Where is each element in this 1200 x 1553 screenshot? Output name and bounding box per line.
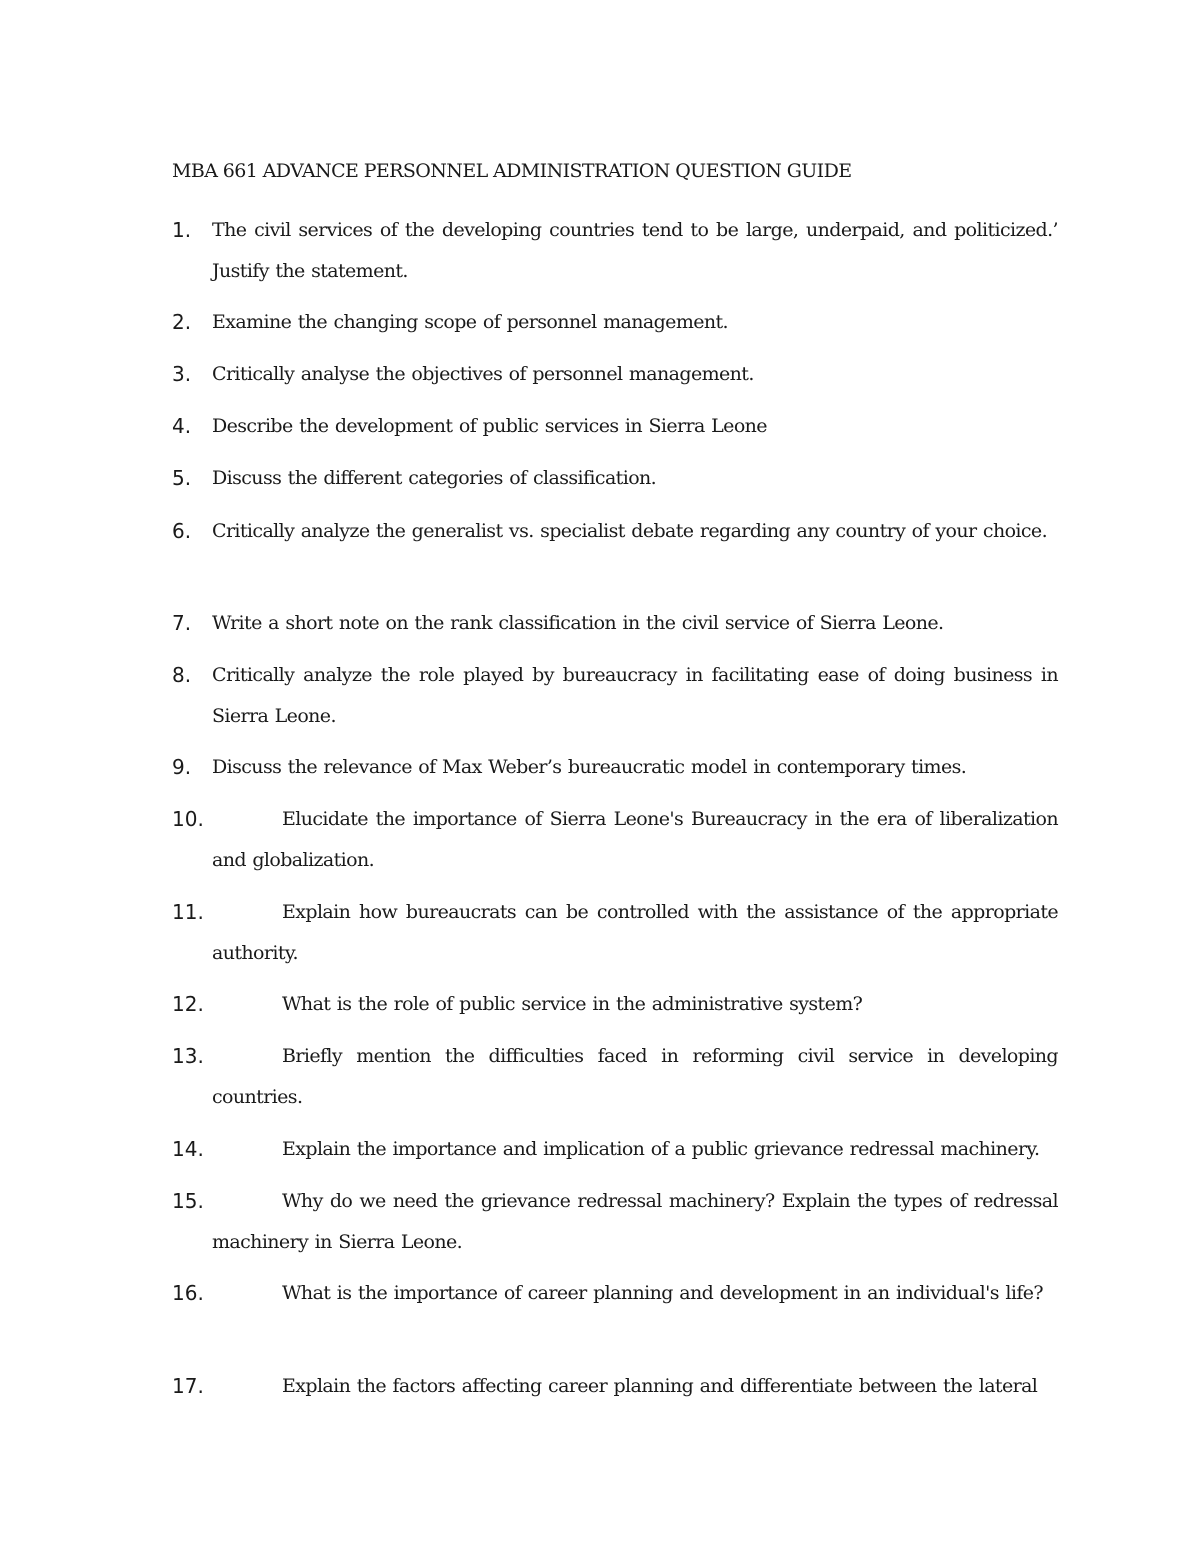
question-number: 12. (172, 992, 204, 1016)
question-text: Briefly mention the difficulties faced in reforming civil service in developing countries. (212, 1045, 1058, 1108)
question-item (172, 302, 1058, 343)
question-number: 14. (172, 1137, 204, 1161)
question-item (172, 354, 1058, 395)
question-number: 5. (172, 466, 192, 490)
document-title: MBA 661 ADVANCE PERSONNEL ADMINISTRATION QUESTION GUIDE (172, 160, 852, 182)
question-text: What is the importance of career planning and development in an individual's life? (282, 1282, 1043, 1304)
question-number: 16. (172, 1281, 204, 1305)
question-item (172, 1273, 1058, 1314)
question-number: 17. (172, 1374, 204, 1398)
question-item (172, 799, 1058, 881)
question-number: 1. (172, 218, 192, 242)
question-text: Write a short note on the rank classification in the civil service of Sierra Leone. (212, 612, 944, 634)
question-item (172, 655, 1058, 737)
question-text: The civil services of the developing countries tend to be large, underpaid, and politicized.’ Justify the statement. (212, 219, 1058, 282)
question-item (172, 1366, 1058, 1407)
question-item (172, 892, 1058, 974)
question-text: Examine the changing scope of personnel management. (212, 311, 728, 333)
question-item (172, 458, 1058, 499)
question-number: 3. (172, 362, 192, 386)
question-number: 9. (172, 755, 192, 779)
question-number: 4. (172, 414, 192, 438)
question-number: 8. (172, 663, 192, 687)
question-item (172, 1036, 1058, 1118)
question-item (172, 1181, 1058, 1263)
question-text: Explain the importance and implication of a public grievance redressal machinery. (282, 1138, 1040, 1160)
question-item (172, 511, 1058, 552)
question-text: Discuss the relevance of Max Weber’s bureaucratic model in contemporary times. (212, 756, 967, 778)
question-text: What is the role of public service in the administrative system? (282, 993, 863, 1015)
question-item (172, 406, 1058, 447)
question-number: 11. (172, 900, 204, 924)
question-item (172, 984, 1058, 1025)
question-text: Critically analyze the role played by bureaucracy in facilitating ease of doing business in Sierra Leone. (212, 664, 1058, 727)
question-item (172, 747, 1058, 788)
question-item (172, 1129, 1058, 1170)
question-number: 15. (172, 1189, 204, 1213)
question-text: Critically analyze the generalist vs. specialist debate regarding any country of your choice. (212, 520, 1048, 542)
question-text: Elucidate the importance of Sierra Leone's Bureaucracy in the era of liberalization and globalization. (212, 808, 1058, 871)
question-text: Why do we need the grievance redressal machinery? Explain the types of redressal machinery in Sierra Leone. (212, 1190, 1058, 1253)
question-item (172, 603, 1058, 644)
question-number: 13. (172, 1044, 204, 1068)
question-number: 6. (172, 519, 192, 543)
question-item (172, 210, 1058, 292)
question-text: Explain the factors affecting career planning and differentiate between the lateral (282, 1375, 1038, 1397)
question-number: 10. (172, 807, 204, 831)
question-text: Explain how bureaucrats can be controlled with the assistance of the appropriate authority. (212, 901, 1058, 964)
question-number: 7. (172, 611, 192, 635)
question-number: 2. (172, 310, 192, 334)
question-text: Discuss the different categories of classification. (212, 467, 657, 489)
question-text: Critically analyse the objectives of personnel management. (212, 363, 754, 385)
question-text: Describe the development of public services in Sierra Leone (212, 415, 767, 437)
